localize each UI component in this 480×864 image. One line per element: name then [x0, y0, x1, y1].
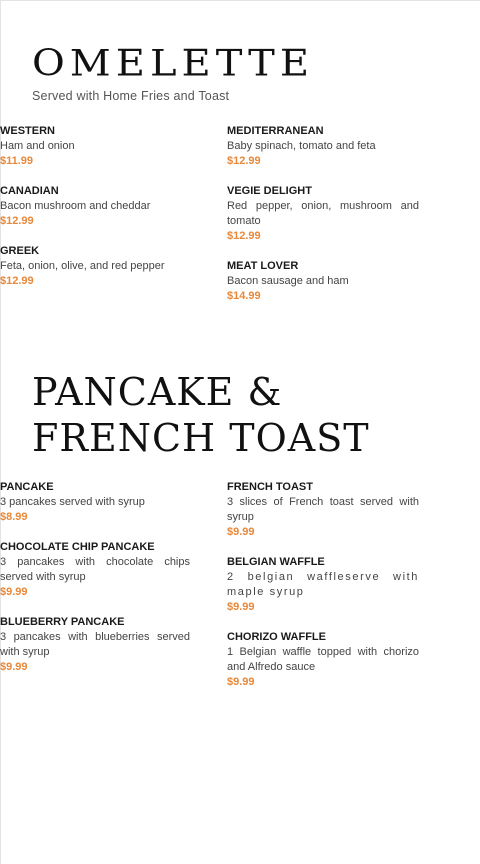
- menu-item-price: $14.99: [227, 290, 261, 302]
- menu-item-price: $9.99: [227, 601, 255, 613]
- menu-item-price: $9.99: [227, 526, 255, 538]
- menu-item-description: Bacon sausage and ham: [227, 275, 349, 287]
- menu-item-pancake: [0, 480, 190, 525]
- menu-item-description: Red pepper, onion, mushroom and tomato: [227, 200, 419, 227]
- menu-item-price: $12.99: [0, 275, 34, 287]
- omelette-title: OMELETTE: [32, 43, 315, 85]
- menu-item-belgian-waffle: [227, 555, 419, 615]
- menu-item-description: 3 pancakes served with syrup: [0, 496, 145, 508]
- menu-item-western: [0, 124, 190, 169]
- menu-item-description: 3 slices of French toast served with syrup: [227, 496, 419, 523]
- menu-item-name: VEGIE DELIGHT: [227, 185, 312, 197]
- menu-item-price: $12.99: [227, 230, 261, 242]
- menu-item-price: $8.99: [0, 511, 28, 523]
- menu-item-description: 3 pancakes with blueberries served with syrup: [0, 631, 190, 658]
- menu-item-price: $12.99: [0, 215, 34, 227]
- menu-item-name: BLUEBERRY PANCAKE: [0, 616, 125, 628]
- menu-item-chorizo-waffle: [227, 630, 419, 690]
- pancake-title-line2: FRENCH TOAST: [32, 416, 370, 460]
- pancake-title-line1: PANCAKE &: [32, 370, 283, 414]
- menu-item-greek: [0, 244, 190, 289]
- menu-item-price: $12.99: [227, 155, 261, 167]
- menu-item-canadian: [0, 184, 190, 229]
- menu-item-description: Feta, onion, olive, and red pepper: [0, 260, 165, 272]
- menu-item-vegie-delight: [227, 184, 419, 244]
- menu-item-name: PANCAKE: [0, 481, 54, 493]
- menu-item-price: $9.99: [0, 586, 28, 598]
- menu-item-description: 1 Belgian waffle topped with chorizo and Alfredo sauce: [227, 646, 419, 673]
- omelette-section: [32, 43, 452, 103]
- menu-item-name: GREEK: [0, 245, 40, 257]
- menu-item-description: Ham and onion: [0, 140, 75, 152]
- menu-item-name: MEAT LOVER: [227, 260, 299, 272]
- menu-item-mediterranean: [227, 124, 419, 169]
- menu-item-chocolate-chip-pancake: [0, 540, 190, 600]
- menu-item-description: Bacon mushroom and cheddar: [0, 200, 151, 212]
- omelette-left-column: [0, 124, 190, 304]
- menu-item-blueberry-pancake: [0, 615, 190, 675]
- menu-item-name: CHOCOLATE CHIP PANCAKE: [0, 541, 155, 553]
- menu-item-price: $9.99: [227, 676, 255, 688]
- menu-item-price: $11.99: [0, 155, 34, 167]
- menu-item-name: BELGIAN WAFFLE: [227, 556, 325, 568]
- menu-item-french-toast: [227, 480, 419, 540]
- menu-item-price: $9.99: [0, 661, 28, 673]
- omelette-subtitle: Served with Home Fries and Toast: [32, 89, 230, 103]
- menu-item-name: MEDITERRANEAN: [227, 125, 324, 137]
- menu-item-description: 2 belgian waffleserve with maple syrup: [227, 571, 419, 598]
- menu-item-description: 3 pancakes with chocolate chips served with syrup: [0, 556, 190, 583]
- menu-item-name: CANADIAN: [0, 185, 59, 197]
- pancake-left-column: [0, 480, 190, 690]
- menu-item-name: FRENCH TOAST: [227, 481, 313, 493]
- pancake-section: [32, 369, 452, 461]
- menu-item-name: WESTERN: [0, 125, 55, 137]
- pancake-right-column: [227, 480, 419, 705]
- menu-item-meat-lover: [227, 259, 419, 304]
- omelette-right-column: [227, 124, 419, 319]
- menu-item-name: CHORIZO WAFFLE: [227, 631, 326, 643]
- menu-item-description: Baby spinach, tomato and feta: [227, 140, 376, 152]
